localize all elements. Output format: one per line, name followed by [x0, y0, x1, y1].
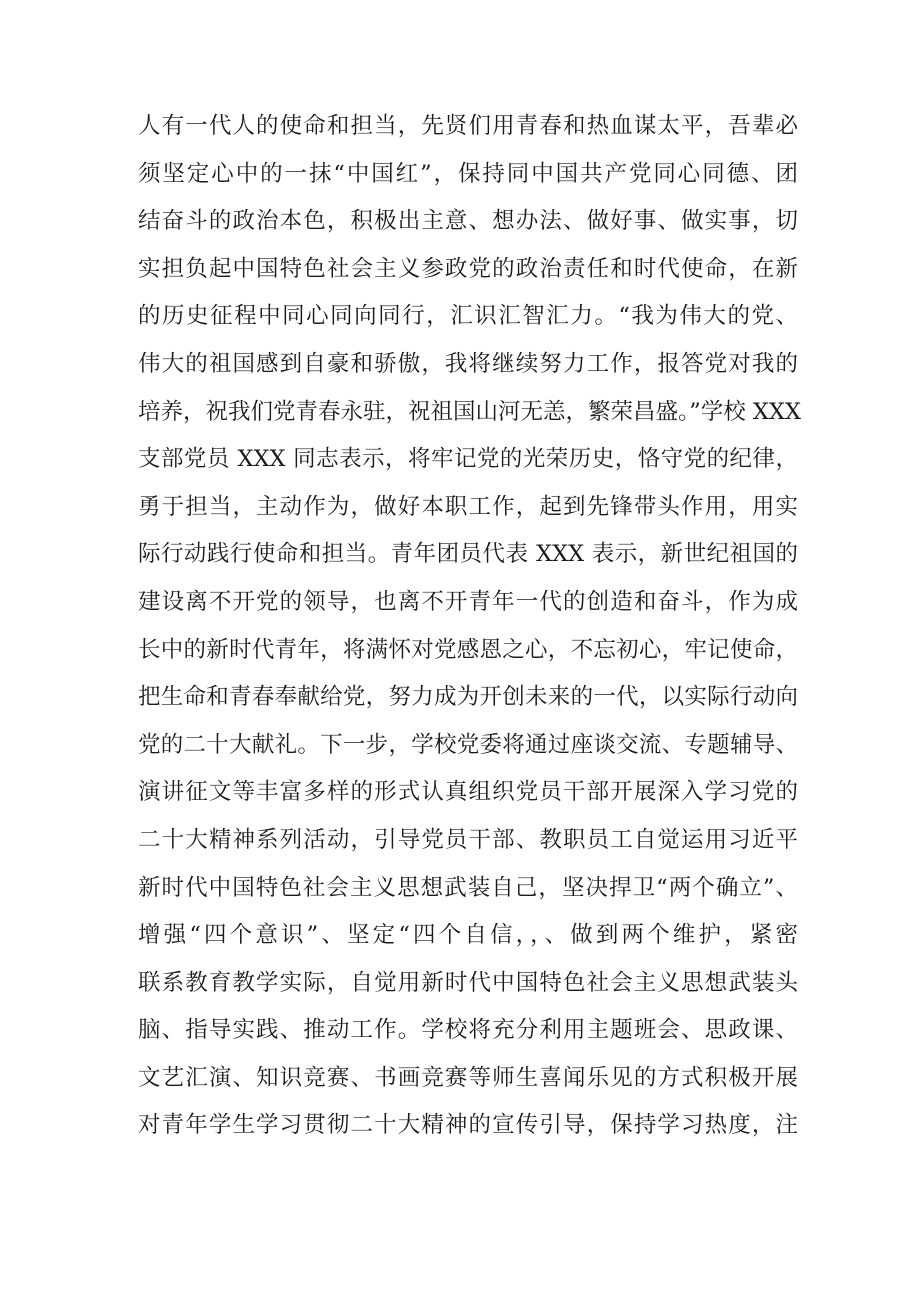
text-line: 二十大精神系列活动，引导党员干部、教职员工自觉运用习近平	[138, 826, 798, 853]
text-line: 增强“四个意识”、坚定“四个自信，，、做到两个维护，紧密	[138, 922, 798, 949]
text-line: 长中的新时代青年，将满怀对党感恩之心，不忘初心，牢记使命，	[138, 636, 798, 663]
text-line: 脑、指导实践、推动工作。学校将充分利用主题班会、思政课、	[138, 1017, 798, 1044]
text-line: 伟大的祖国感到自豪和骄傲，我将继续努力工作，报答党对我的	[138, 350, 798, 377]
text-line: 培养，祝我们党青春永驻，祝祖国山河无恙，繁荣昌盛。”学校 XXX	[138, 398, 801, 425]
text-line: 建设离不开党的领导，也离不开青年一代的创造和奋斗，作为成	[138, 588, 798, 615]
text-line: 须坚定心中的一抹“中国红”，保持同中国共产党同心同德、团	[138, 160, 798, 187]
text-line: 支部党员 XXX 同志表示，将牢记党的光荣历史，恪守党的纪律，	[138, 446, 798, 473]
text-line: 的历史征程中同心同向同行，汇识汇智汇力。“我为伟大的党、	[138, 303, 798, 330]
text-line: 际行动践行使命和担当。青年团员代表 XXX 表示，新世纪祖国的	[138, 541, 798, 568]
text-line: 人有一代人的使命和担当，先贤们用青春和热血谋太平，吾辈必	[138, 113, 798, 139]
text-line: 对青年学生学习贯彻二十大精神的宣传引导，保持学习热度，注	[138, 1112, 798, 1139]
text-line: 联系教育教学实际，自觉用新时代中国特色社会主义思想武装头	[138, 969, 798, 996]
text-line: 文艺汇演、知识竞赛、书画竞赛等师生喜闻乐见的方式积极开展	[138, 1064, 798, 1091]
text-line: 演讲征文等丰富多样的形式认真组织党员干部开展深入学习党的	[138, 779, 798, 806]
text-line: 实担负起中国特色社会主义参政党的政治责任和时代使命，在新	[138, 255, 798, 282]
text-line: 把生命和青春奉献给党，努力成为开创未来的一代，以实际行动向	[138, 684, 798, 711]
body-text	[138, 103, 801, 1150]
text-line: 党的二十大献礼。下一步，学校党委将通过座谈交流、专题辅导、	[138, 731, 798, 758]
text-line: 新时代中国特色社会主义思想武装自己，坚决捍卫“两个确立”、	[138, 874, 798, 901]
text-line: 结奋斗的政治本色，积极出主意、想办法、做好事、做实事，切	[138, 208, 798, 235]
text-line: 勇于担当，主动作为，做好本职工作，起到先锋带头作用，用实	[138, 493, 798, 520]
